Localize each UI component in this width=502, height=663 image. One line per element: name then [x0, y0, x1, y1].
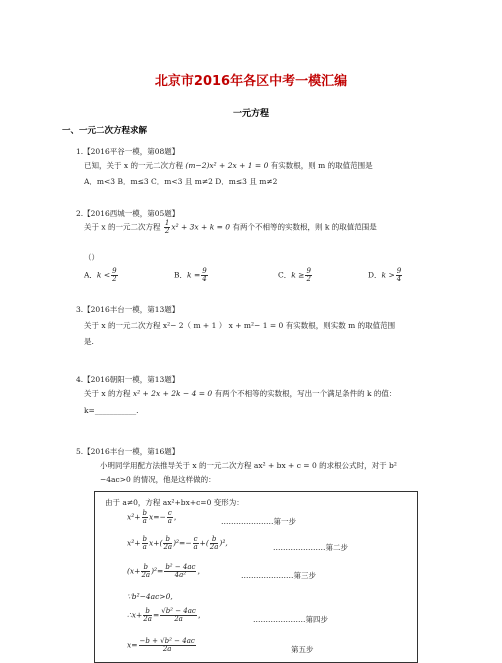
step4-marker: …………………第四步: [253, 615, 328, 624]
step3-marker: …………………第三步: [241, 571, 316, 580]
q2-option-d: D．k > $\frac{9}{4}$: [368, 267, 402, 283]
q3-line1: 关于 x 的一元二次方程 x²− 2（ m + 1 ） x + m²− 1 = 0 有实数根，则实数 m 的取值范围: [84, 321, 396, 330]
q2-stem: 关于 x 的一元二次方程 $\frac{1}{2}$ x² + 3x + k = 0 有两个不相等的实数根，则 k 的取值范围是: [84, 219, 377, 235]
step1-eq: x²+ $\frac{b}{a}$ x=− $\frac{c}{a}$ ，: [127, 509, 182, 525]
step4-eq: ∴x+ $\frac{b}{2a}$ = $\frac{\text{√b² − 4ac}}{2a}$ ，: [127, 607, 206, 623]
q4-answer-blank: k=___________.: [84, 406, 139, 415]
q1-label: 1.【2016平谷一模，第08题】: [76, 147, 180, 156]
step3-eq: (x+ $\frac{b}{2a}$ )²= $\frac{\text{b² − 4ac}}{\text{4a²}}$ ，: [127, 563, 205, 579]
q2-fraction: $\frac{1}{2}$: [164, 219, 170, 235]
q3-line2: 是.: [84, 337, 94, 346]
q1-stem: 已知，关于 x 的一元二次方程 (m−2)x² + 2x + 1 = 0 有实数根，则 m 的取值范围是: [84, 161, 373, 170]
step1-marker: …………………第一步: [221, 517, 296, 526]
step5-marker: 第五步: [291, 645, 314, 654]
box-intro: 由于 a≠0，方程 ax²+bx+c=0 变形为：: [105, 498, 244, 507]
step2-eq: x²+ $\frac{b}{a}$ x+( $\frac{b}{2a}$ )²=− $\frac{c}{a}$ +( $\frac{b}{2a}$ )²,: [127, 535, 228, 551]
q2-label: 2.【2016西城一模，第05题】: [76, 209, 180, 218]
because-line: ∵b²−4ac>0,: [127, 592, 173, 601]
q2-option-c: C．k ≥ $\frac{9}{2}$: [278, 267, 311, 283]
step2-marker: …………………第二步: [273, 543, 348, 552]
q4-equation: x² + 2x + 2k − 4 = 0: [132, 389, 213, 398]
derivation-box: [94, 491, 418, 663]
step5-eq: x= $\frac{\text{−b + √b² − 4ac}}{2a}$: [127, 637, 195, 653]
q5-line2: −4ac>0 的情况，他是这样做的：: [100, 475, 216, 484]
q3-label: 3.【2016丰台一模，第13题】: [76, 305, 180, 314]
q5-line1: 小明同学用配方法推导关于 x 的一元二次方程 ax² + bx + c = 0 的求根公式时，对于 b²: [100, 461, 397, 470]
section-heading: 一、一元二次方程求解: [62, 126, 148, 136]
q5-label: 5.【2016丰台一模，第16题】: [76, 447, 180, 456]
q4-label: 4.【2016朝阳一模，第13题】: [76, 375, 180, 384]
chapter-title: 一元方程: [232, 109, 269, 119]
q2-paren: （）: [84, 253, 99, 262]
q4-stem: 关于 x 的方程 x² + 2x + 2k − 4 = 0 有两个不相等的实数根，写出一个满足条件的 k 的值：: [84, 389, 397, 398]
q1-equation: (m−2)x² + 2x + 1 = 0: [185, 161, 269, 170]
q1-options: A．m<3 B．m≤3 C．m<3 且 m≠2 D．m≤3 且 m≠2: [84, 177, 278, 186]
document-title: 北京市2016年各区中考一模汇编: [154, 74, 348, 89]
q2-option-a: A．k < $\frac{9}{2}$: [84, 267, 117, 283]
q2-option-b: B．k = $\frac{9}{4}$: [174, 267, 207, 283]
